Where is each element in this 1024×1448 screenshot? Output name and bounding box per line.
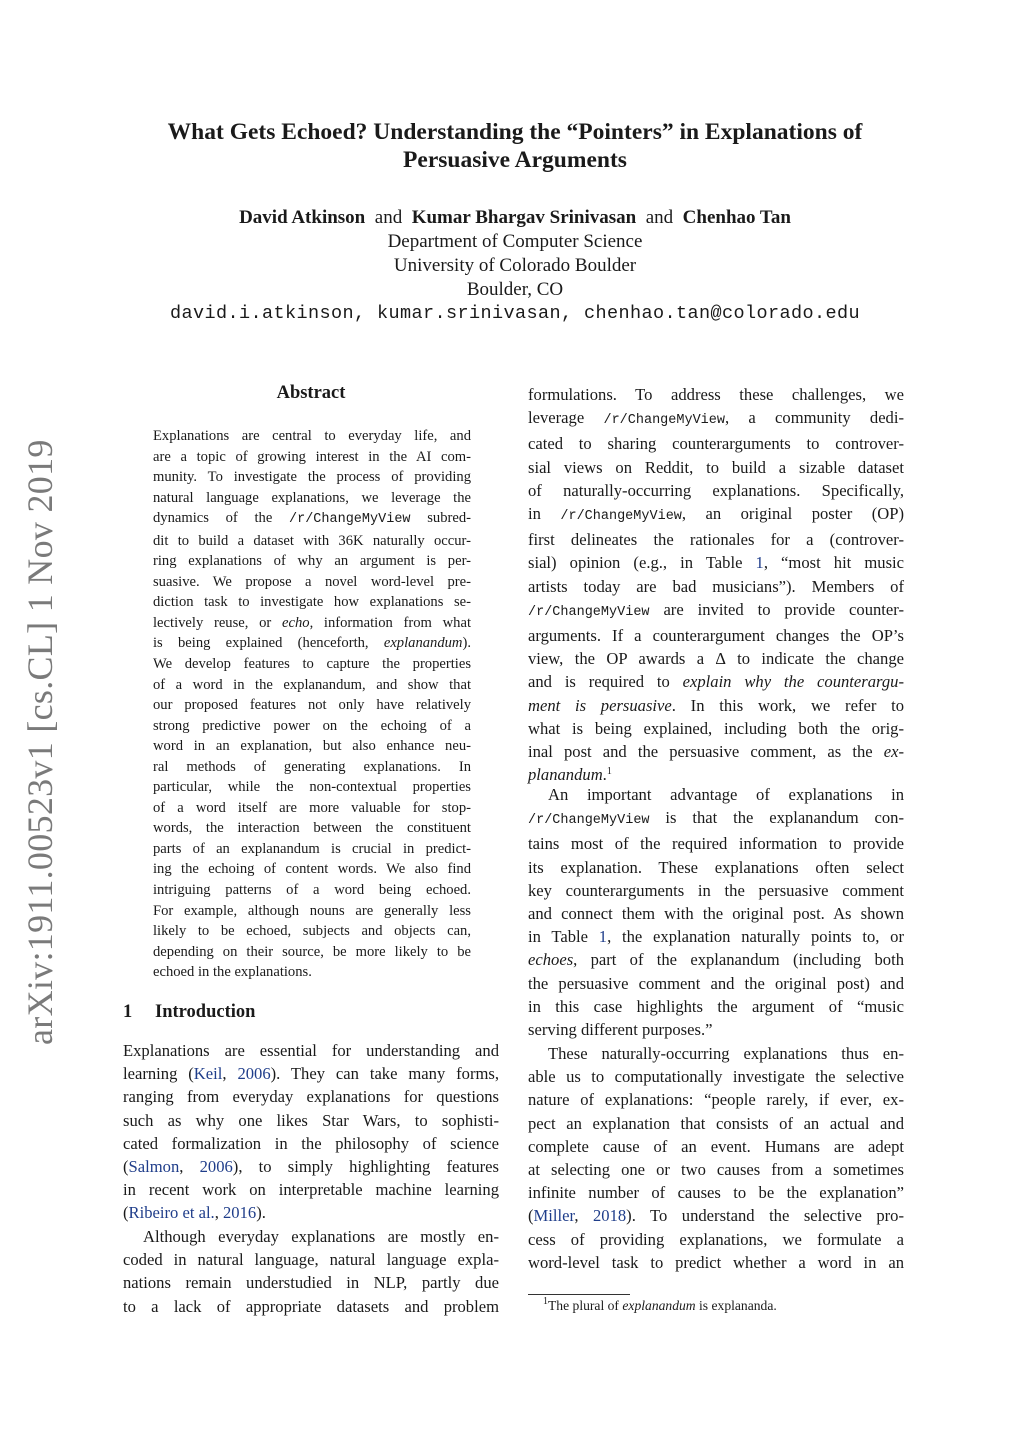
text-line: is being explained (henceforth, explanandum).: [153, 635, 471, 652]
text-line: ranging from everyday explanations for questions: [123, 1087, 499, 1107]
author-name: David Atkinson: [239, 207, 366, 228]
text-line: first delineates the rationales for a (controver-: [528, 530, 904, 550]
emphasis: explain why the counterargu-: [682, 672, 904, 692]
text-line: are a topic of growing interest in the AI com-: [153, 448, 471, 465]
department: Department of Computer Science: [387, 231, 643, 252]
section-number: 1: [123, 1002, 133, 1022]
title-line-2: Persuasive Arguments: [403, 147, 627, 173]
text-line: lectively reuse, or echo, information from what: [153, 614, 471, 631]
intro-paragraph-4: [528, 1042, 904, 1274]
text-line: suasive. We propose a novel word-level pre-: [153, 573, 471, 590]
emphasis: explanandum: [383, 635, 463, 652]
subreddit-name: /r/ChangeMyView: [528, 813, 650, 829]
author-list: [100, 206, 930, 230]
text-line: able us to computationally investigate the selective: [528, 1067, 904, 1087]
footnote: $^1$The plural of explanandum is explananda.: [543, 1296, 777, 1313]
text-line: of a word itself are more valuable for stop-: [153, 799, 471, 816]
text-line: sial) opinion (e.g., in Table 1, “most hit music: [528, 553, 905, 573]
citation-link[interactable]: Miller: [533, 1206, 575, 1226]
footnote-term: explanandum: [622, 1298, 696, 1313]
title-line-1: What Gets Echoed? Understanding the “Pointers” in Explanations of: [167, 119, 863, 145]
text-line: echoed in the explanations.: [153, 964, 312, 981]
text-line: to a lack of appropriate datasets and problem: [123, 1296, 499, 1316]
text-line: diction task to investigate how explanations se-: [153, 594, 471, 611]
text-line: formulations. To address these challenges, we: [528, 385, 904, 404]
citation-link[interactable]: 2006: [237, 1064, 271, 1084]
text-line: (Ribeiro et al., 2016).: [123, 1203, 266, 1223]
text-line: These naturally-occurring explanations thus en-: [548, 1044, 904, 1063]
text-line: dit to build a dataset with 36K naturally occur-: [153, 532, 471, 549]
intro-paragraph-3: [528, 783, 904, 1041]
text-line: of naturally-occurring explanations. Specifically,: [528, 480, 904, 500]
text-line: sial views on Reddit, to build a sizable dataset: [528, 457, 904, 477]
text-line: complete cause of an event. Humans are adept: [528, 1136, 904, 1156]
section-title: Introduction: [155, 1002, 256, 1022]
text-line: cated to sharing counterarguments to controver-: [528, 434, 904, 454]
author-emails: david.i.atkinson, kumar.srinivasan, chenhao.tan@colorado.edu: [169, 303, 861, 324]
text-line: of a word in the explanandum, and show that: [153, 676, 471, 693]
abstract-body: [153, 426, 471, 983]
emphasis: ex-: [883, 742, 904, 762]
text-line: ring explanations of why an argument is per-: [153, 553, 471, 570]
citation-link[interactable]: Keil: [193, 1064, 223, 1084]
text-line: likely to be echoed, subjects and objects can,: [153, 923, 471, 940]
text-line: planandum.$^1$: [528, 765, 612, 785]
text-line: strong predictive power on the echoing of a: [153, 717, 471, 734]
text-line: (Salmon, 2006), to simply highlighting features: [123, 1157, 500, 1177]
text-line: view, the OP awards a ∆ to indicate the change: [528, 649, 904, 669]
text-line: particular, while the non-contextual properties: [153, 779, 471, 796]
text-line: tains most of the required information to provide: [528, 834, 904, 854]
intro-paragraph-2-cont: [528, 383, 904, 786]
text-line: intriguing patterns of a word being echoed.: [153, 882, 471, 899]
emphasis: planandum: [528, 765, 603, 785]
intro-paragraph-2: [123, 1225, 499, 1318]
text-line: depending on their source, be more likely to be: [153, 943, 471, 960]
text-line: ral methods of generating explanations. In: [153, 758, 471, 775]
text-line: cated formalization in the philosophy of science: [123, 1133, 499, 1153]
text-line: parts of an explanandum is crucial in predict-: [153, 840, 471, 857]
text-line: such as why one likes Star Wars, to sophisti-: [123, 1110, 499, 1130]
text-line: ment is persuasive. In this work, we refer to: [528, 695, 904, 715]
paper-title: [100, 118, 930, 174]
citation-link[interactable]: Ribeiro et al.: [128, 1203, 215, 1223]
text-line: at selecting one or two causes from a sometimes: [528, 1160, 904, 1180]
text-line: We develop features to capture the properties: [153, 656, 471, 673]
citation-link[interactable]: 2006: [199, 1157, 233, 1177]
text-line: An important advantage of explanations in: [548, 785, 904, 804]
text-line: and connect them with the original post. As shown: [528, 904, 904, 924]
text-line: /r/ChangeMyView is that the explanandum con-: [528, 808, 904, 829]
intro-paragraph-1: [123, 1039, 499, 1225]
text-line: ing the echoing of content words. We also find: [153, 861, 471, 878]
text-line: /r/ChangeMyView are invited to provide counter-: [528, 599, 904, 620]
text-line: pect an explanation that consists of an actual and: [528, 1113, 904, 1133]
footnote-mark: 1: [543, 1296, 548, 1307]
text-line: word in an explanation, but also enhance neu-: [153, 738, 471, 755]
text-line: nations remain understudied in NLP, partly due: [123, 1273, 499, 1293]
author-joiner: and: [645, 207, 674, 228]
text-line: its explanation. These explanations often select: [528, 857, 904, 877]
text-line: words, the interaction between the constituent: [153, 820, 471, 837]
text-line: nature of explanations: “people rarely, if ever, ex-: [528, 1090, 904, 1110]
location: Boulder, CO: [466, 279, 564, 300]
text-line: serving different purposes.”: [528, 1020, 713, 1040]
text-line: in Table 1, the explanation naturally points to, or: [528, 927, 904, 947]
text-line: Although everyday explanations are mostly en-: [143, 1227, 499, 1246]
emphasis: echoes: [528, 950, 574, 970]
emphasis: ment is persuasive: [528, 695, 672, 715]
text-line: in recent work on interpretable machine learning: [123, 1180, 499, 1200]
subreddit-name: /r/ChangeMyView: [528, 604, 650, 620]
text-line: the persuasive comment and the original post) and: [528, 973, 904, 993]
citation-link[interactable]: 2018: [592, 1206, 627, 1226]
text-line: coded in natural language, natural language expla-: [123, 1250, 499, 1270]
text-line: artists today are bad musicians”). Members of: [528, 576, 904, 596]
footnote-rule: [528, 1294, 630, 1295]
text-line: cess of providing explanations, we formulate a: [528, 1229, 904, 1249]
text-line: in /r/ChangeMyView, an original poster (OP): [528, 504, 904, 525]
text-line: inal post and the persuasive comment, as the ex-: [528, 742, 904, 762]
text-line: leverage /r/ChangeMyView, a community dedi-: [528, 408, 904, 429]
citation-link[interactable]: 2016: [223, 1203, 257, 1223]
arxiv-stamp: arXiv:1911.00523v1 [cs.CL] 1 Nov 2019: [20, 439, 60, 1045]
text-line: natural language explanations, we leverage the: [153, 489, 471, 506]
subreddit-name: /r/ChangeMyView: [560, 509, 682, 525]
footnote-ref[interactable]: 1: [606, 766, 612, 778]
author-name: Chenhao Tan: [682, 207, 791, 228]
text-line: learning (Keil, 2006). They can take many forms,: [123, 1064, 500, 1084]
text-line: our proposed features not only have relatively: [153, 697, 471, 714]
text-line: For example, although nouns are generally less: [153, 902, 471, 919]
emphasis: echo: [282, 614, 310, 631]
citation-link[interactable]: 1: [755, 553, 764, 573]
citation-link[interactable]: 1: [598, 927, 608, 947]
university: University of Colorado Boulder: [393, 255, 637, 276]
abstract-heading: Abstract: [276, 383, 346, 403]
text-line: echoes, part of the explanandum (including both: [528, 950, 904, 970]
author-joiner: and: [374, 207, 403, 228]
subreddit-name: /r/ChangeMyView: [603, 413, 725, 429]
text-line: what is being explained, including both the orig-: [528, 718, 904, 738]
text-line: infinite number of causes to be the explanation”: [528, 1183, 904, 1203]
text-line: key counterarguments in the persuasive comment: [528, 880, 904, 900]
text-line: Explanations are central to everyday life, and: [153, 428, 471, 444]
text-line: Explanations are essential for understanding and: [123, 1041, 499, 1060]
section-heading-introduction: [123, 1000, 255, 1024]
text-line: arguments. If a counterargument changes the OP’s: [528, 626, 904, 646]
subreddit-name: /r/ChangeMyView: [289, 512, 411, 528]
author-name: Kumar Bhargav Srinivasan: [411, 207, 637, 228]
text-line: (Miller, 2018). To understand the selective pro-: [528, 1206, 905, 1226]
text-line: and is required to explain why the counterargu-: [528, 672, 904, 692]
citation-link[interactable]: Salmon: [128, 1157, 180, 1177]
text-line: munity. To investigate the process of providing: [153, 469, 471, 486]
text-line: dynamics of the /r/ChangeMyView subred-: [153, 510, 471, 528]
text-line: word-level task to predict whether a word in an: [528, 1252, 904, 1272]
text-line: in this case highlights the argument of “music: [528, 996, 904, 1016]
